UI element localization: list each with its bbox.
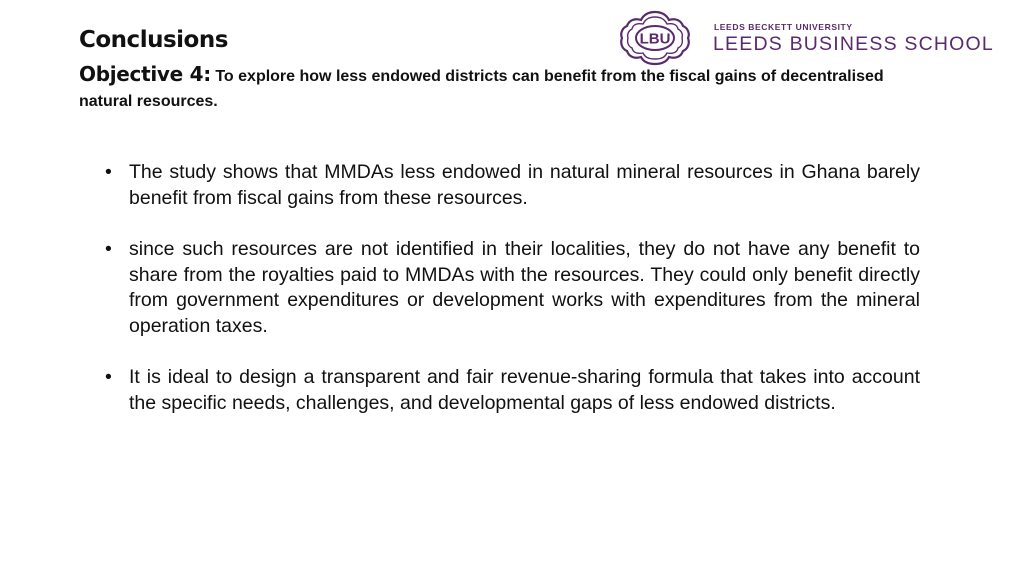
objective-heading [79,62,899,114]
bullet-icon: • [105,366,112,388]
leeds-business-school-logo [617,8,1012,66]
bullet-text: since such resources are not identified in their localities, they do not have any benefit to share from the royalties paid to MMDAs with the resources. They could only benefit directly from government expenditures or development works with expenditures from the mineral operation taxes. [129,238,920,337]
list-item [105,365,920,416]
bullet-icon: • [105,161,112,183]
conclusions-list [105,160,920,442]
objective-label: Objective 4: [79,62,211,86]
bullet-text: The study shows that MMDAs less endowed in natural mineral resources in Ghana barely benefit from fiscal gains from these resources. [129,161,920,209]
list-item [105,160,920,211]
seal-text: LBU [639,30,671,48]
university-name: LEEDS BECKETT UNIVERSITY [714,22,853,32]
bullet-icon: • [105,238,112,260]
objective-text: To explore how less endowed districts can benefit from the fiscal gains of decentralised natural resources. [79,68,884,110]
bullet-text: It is ideal to design a transparent and fair revenue-sharing formula that takes into account the specific needs, challenges, and developmental gaps of less endowed districts. [129,366,920,414]
school-name: LEEDS BUSINESS SCHOOL [713,33,994,55]
slide-title: Conclusions [79,27,228,53]
list-item [105,237,920,339]
lbu-seal-icon [617,8,693,66]
